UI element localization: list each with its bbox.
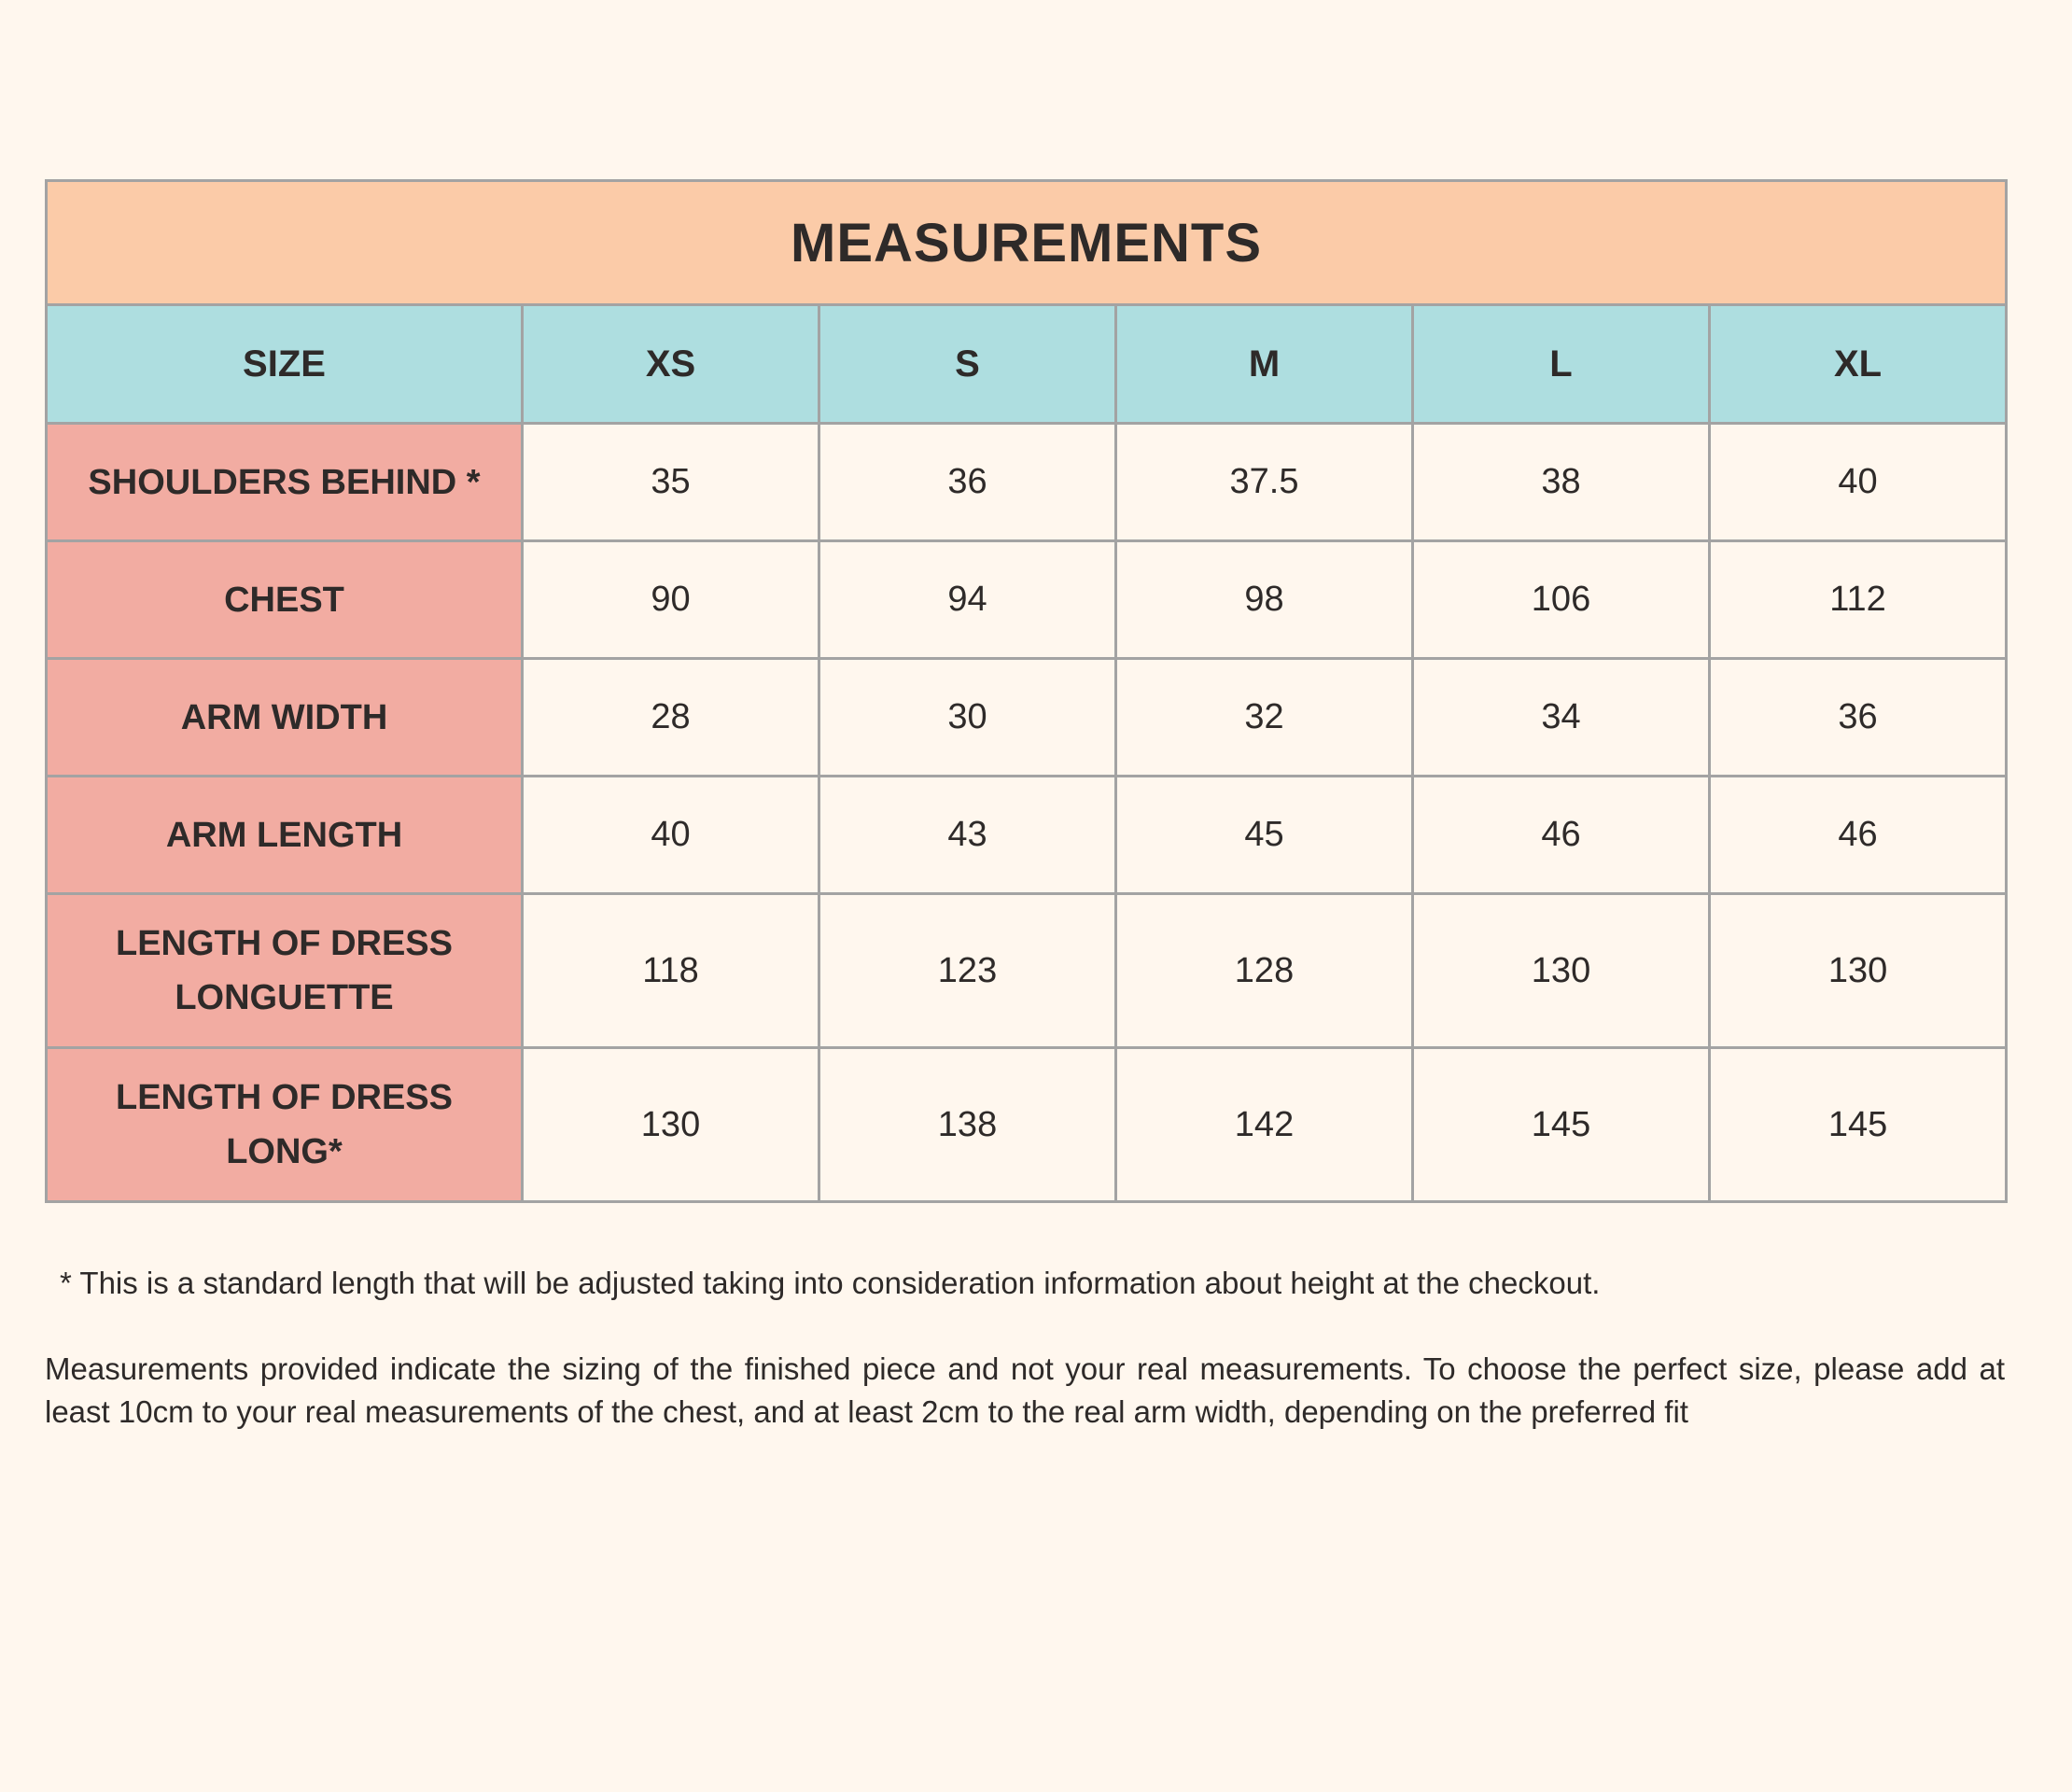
- value-cell: 30: [819, 659, 1116, 777]
- value-cell: 123: [819, 894, 1116, 1048]
- value-cell: 32: [1116, 659, 1413, 777]
- table-title: MEASUREMENTS: [47, 181, 2007, 305]
- value-cell: 36: [819, 424, 1116, 541]
- value-cell: 46: [1710, 777, 2007, 894]
- value-cell: 128: [1116, 894, 1413, 1048]
- table-row: [47, 659, 2007, 777]
- value-cell: 118: [523, 894, 819, 1048]
- row-label-chest: CHEST: [47, 541, 523, 659]
- table-row: [47, 424, 2007, 541]
- row-label-arm-length: ARM LENGTH: [47, 777, 523, 894]
- value-cell: 130: [1413, 894, 1710, 1048]
- size-header-m: M: [1116, 305, 1413, 424]
- row-label-length-long: LENGTH OF DRESS LONG*: [47, 1048, 523, 1202]
- row-label-shoulders: SHOULDERS BEHIND *: [47, 424, 523, 541]
- notes-section: [45, 1262, 2005, 1434]
- size-header: SIZE: [47, 305, 523, 424]
- row-label-length-longuette: LENGTH OF DRESS LONGUETTE: [47, 894, 523, 1048]
- value-cell: 138: [819, 1048, 1116, 1202]
- measurements-table: [45, 179, 2008, 1203]
- measurements-sheet: [45, 179, 2005, 1203]
- value-cell: 46: [1413, 777, 1710, 894]
- table-row: [47, 894, 2007, 1048]
- value-cell: 45: [1116, 777, 1413, 894]
- value-cell: 36: [1710, 659, 2007, 777]
- value-cell: 43: [819, 777, 1116, 894]
- length-footnote: * This is a standard length that will be adjusted taking into consideration information about height at the checkout.: [60, 1266, 1601, 1300]
- sizing-disclaimer: Measurements provided indicate the sizing of the finished piece and not your real measurements. To choose the perfect size, please add at least 10cm to your real measurements of the chest, and at least 2cm to the real arm width, depending on the preferred fit: [45, 1351, 2005, 1429]
- value-cell: 90: [523, 541, 819, 659]
- value-cell: 34: [1413, 659, 1710, 777]
- title-row: [47, 181, 2007, 305]
- value-cell: 35: [523, 424, 819, 541]
- value-cell: 28: [523, 659, 819, 777]
- value-cell: 38: [1413, 424, 1710, 541]
- row-label-arm-width: ARM WIDTH: [47, 659, 523, 777]
- value-cell: 145: [1413, 1048, 1710, 1202]
- value-cell: 130: [1710, 894, 2007, 1048]
- value-cell: 106: [1413, 541, 1710, 659]
- table-row: [47, 541, 2007, 659]
- value-cell: 112: [1710, 541, 2007, 659]
- table-row: [47, 1048, 2007, 1202]
- size-header-xl: XL: [1710, 305, 2007, 424]
- value-cell: 37.5: [1116, 424, 1413, 541]
- value-cell: 94: [819, 541, 1116, 659]
- value-cell: 40: [523, 777, 819, 894]
- table-row: [47, 777, 2007, 894]
- header-row: [47, 305, 2007, 424]
- size-header-l: L: [1413, 305, 1710, 424]
- value-cell: 130: [523, 1048, 819, 1202]
- value-cell: 142: [1116, 1048, 1413, 1202]
- value-cell: 98: [1116, 541, 1413, 659]
- size-header-s: S: [819, 305, 1116, 424]
- value-cell: 145: [1710, 1048, 2007, 1202]
- size-header-xs: XS: [523, 305, 819, 424]
- value-cell: 40: [1710, 424, 2007, 541]
